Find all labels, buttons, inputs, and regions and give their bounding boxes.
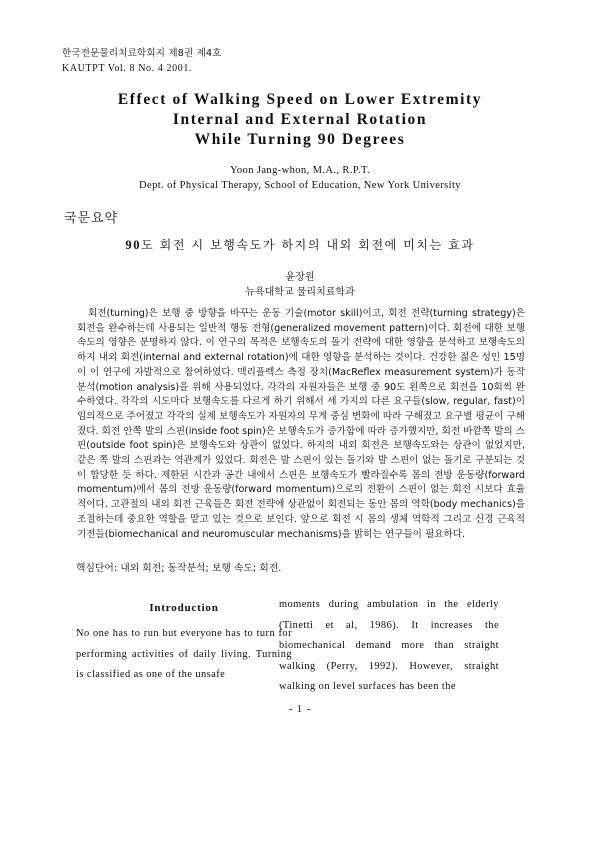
author-block [0, 163, 600, 193]
korean-title [0, 236, 600, 253]
korean-author-affiliation: 뉴욕대학교 물리치료학과 [245, 287, 355, 298]
korean-title-number: 90 [125, 238, 142, 252]
title-line-3: While Turning 90 Degrees [194, 131, 406, 148]
journal-header [62, 46, 222, 76]
korean-author-name: 윤장원 [285, 272, 315, 283]
right-column [279, 595, 499, 698]
journal-korean-name: 한국전문물리치료학회지 제8권 제4호 [62, 48, 222, 59]
korean-abstract-body: 회전(turning)은 보행 중 방향을 바꾸는 운동 기술(motor skill)이고, 회전 전략(turning strategy)은 회전을 완수하는데 사용되는 일반적 행동 전형(generalized movement pattern)이다. 회전에 대한 보행속도의 영향은 분명하지 않다. 이 연구의 목적은 보행속도의 돌기 전략에 대한 영향을 분석하고 보행속도의 하지 내외 회전(internal and external rotation)에 대한 영향을 분석하는 것이다. 건강한 젊은 성인 15명이 이 연구에 자발적으로 참여하였다. 맥리플렉스 측정 장치(MacReflex measurement system)가 동작 분석(motion analysis)을 위해 사용되었다. 각각의 자원자들은 보행 중 90도 왼쪽으로 회전을 10회씩 완수하였다. 각각의 시도마다 보행속도를 다르게 하기 위해서 세 가지의 다른 요구들(slow, regular, fast)이 임의적으로 주어졌고 각각의 실제 보행속도가 자원자의 무게 중심 변화에 따라 구해졌고 요구별 평균이 구해졌다. 회전 안쪽 발의 스핀(inside foot spin)은 보행속도가 증가함에 따라 증가했지만, 회전 바깥쪽 발의 스핀(outside foot spin)은 보행속도와 상관이 없었다. 하지의 내외 회전은 보행속도와는 상관이 없었지만, 같은 쪽 발의 스핀과는 역관계가 있었다. 회전은 발 스핀이 있는 돌기와 발 스핀이 없는 돌기로 구분되는 것이 합당한 듯 하다. 제한된 시간과 공간 내에서 스핀은 보행속도가 빨라질수록 몸의 전방 운동량(forward momentum)에서 몸의 전방 운동량(forward momentum)으로의 전환이 스핀이 없는 회전 시보다 효율적이다. 고관절의 내외 회전 근육들은 회전 전략에 상관없이 회전되는 동안 몸의 역학(body mechanics)을 조절하는데 중요한 역할을 맡고 있는 것으로 보인다. 앞으로 회전 시 몸의 생체 역학적 그리고 신경 근육적 기전들(biomechanical and neuromuscular mechanisms)을 밝히는 연구들이 필요하다. [77, 308, 525, 540]
introduction-heading: Introduction [149, 602, 219, 614]
korean-title-text: 도 회전 시 보행속도가 하지의 내외 회전에 미치는 효과 [141, 238, 475, 252]
paper-title [0, 90, 600, 150]
keywords: 핵심단어: 내외 회전; 동작분석; 보행 속도; 회전. [76, 563, 282, 574]
title-line-1: Effect of Walking Speed on Lower Extremity [117, 91, 483, 108]
title-line-2: Internal and External Rotation [172, 111, 428, 128]
korean-abstract-heading: 국문요약 [64, 211, 119, 226]
korean-author-block [0, 270, 600, 300]
author-name: Yoon Jang-whon, M.A., R.P.T. [229, 165, 371, 176]
page-number: - 1 - [288, 704, 312, 715]
introduction-right-text: moments during ambulation in the elderly (Tinetti et al, 1986). It increases the biomechanical demand more than straight walking (Perry, 1992). However, straight walking on level surfaces has been the [279, 599, 499, 693]
author-affiliation: Dept. of Physical Therapy, School of Education, New York University [139, 180, 461, 191]
introduction-left-text: No one has to run but everyone has to turn for performing activities of daily living. Turning is classified as one of the unsafe [76, 628, 292, 681]
left-column [76, 595, 292, 686]
journal-volume-line: KAUTPT Vol. 8 No. 4 2001. [62, 63, 193, 74]
